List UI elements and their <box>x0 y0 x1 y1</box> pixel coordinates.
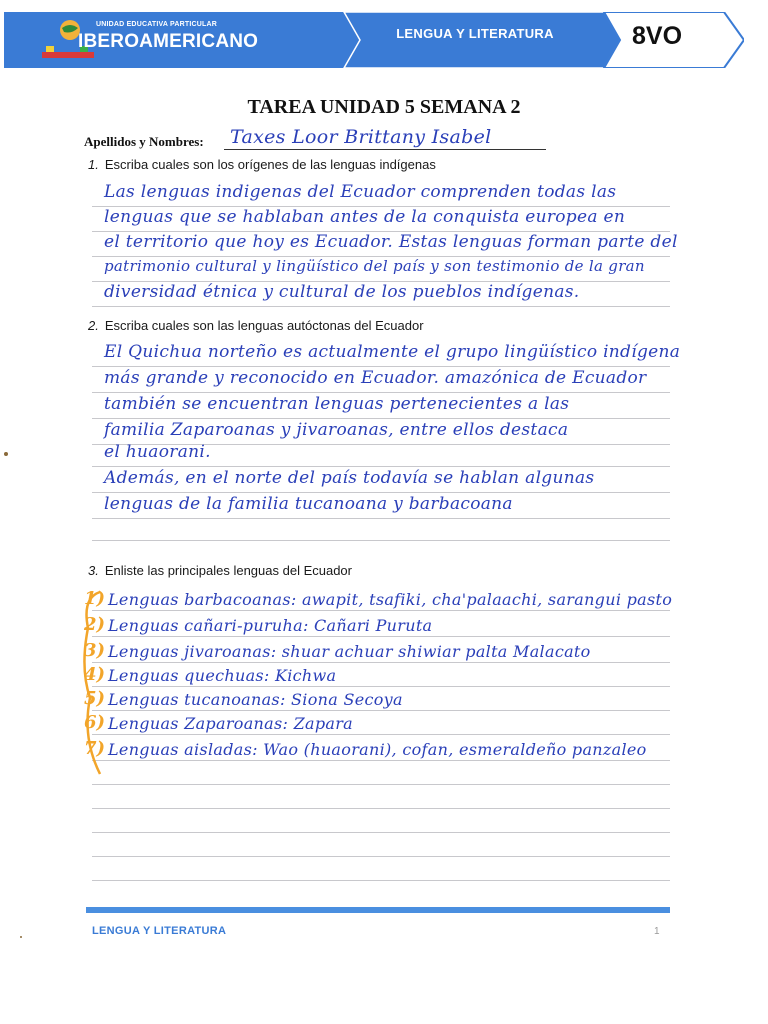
q1-answer-line: diversidad étnica y cultural de los pueblos indígenas. <box>104 282 580 302</box>
answer-rule <box>92 636 670 637</box>
answer-rule <box>92 686 670 687</box>
answer-rule <box>92 662 670 663</box>
page-title: TAREA UNIDAD 5 SEMANA 2 <box>247 96 521 118</box>
q2-answer-line: El Quichua norteño es actualmente el grupo lingüístico indígena <box>104 342 681 362</box>
footer-subject: LENGUA Y LITERATURA <box>92 925 227 937</box>
question-1 <box>88 157 436 172</box>
q2-answer-line: familia Zaparoanas y jivaroanas, entre ellos destaca <box>104 420 569 440</box>
answer-rule <box>92 880 670 881</box>
school-name: IBEROAMERICANO <box>78 31 259 52</box>
student-name-label: Apellidos y Nombres: <box>84 134 204 149</box>
list-item-number: 1) <box>84 588 106 609</box>
q2-answer-line: lenguas de la familia tucanoana y barbacoana <box>104 494 513 514</box>
student-name-value: Taxes Loor Brittany Isabel <box>230 126 492 148</box>
answer-rule <box>92 710 670 711</box>
answer-rule <box>92 418 670 419</box>
list-item-number: 4) <box>84 664 106 685</box>
student-name-underline <box>224 149 546 150</box>
q2-answer-line: también se encuentran lenguas pertenecientes a las <box>104 394 570 414</box>
answer-rule <box>92 492 670 493</box>
answer-rule <box>92 856 670 857</box>
list-item: Lenguas tucanoanas: Siona Secoya <box>108 690 403 709</box>
answer-rule <box>92 518 670 519</box>
question-1-number: 1. <box>88 157 99 172</box>
question-3 <box>88 563 352 578</box>
question-2-text: Escriba cuales son las lenguas autóctonas del Ecuador <box>104 318 424 333</box>
list-item: Lenguas barbacoanas: awapit, tsafiki, cha'palaachi, sarangui pasto <box>108 590 673 609</box>
list-item: Lenguas jivaroanas: shuar achuar shiwiar palta Malacato <box>108 642 591 661</box>
list-item-number: 2) <box>84 614 106 635</box>
q1-answer-line: Las lenguas indigenas del Ecuador comprenden todas las <box>104 182 617 202</box>
answer-rule <box>92 540 670 541</box>
list-item-number: 5) <box>84 688 106 709</box>
scan-speck <box>4 452 8 456</box>
answer-rule <box>92 306 670 307</box>
list-item-number: 7) <box>84 738 106 759</box>
question-3-number: 3. <box>88 563 99 578</box>
q1-answer-line: el territorio que hoy es Ecuador. Estas lenguas forman parte del <box>104 232 678 252</box>
list-item: Lenguas Zaparoanas: Zapara <box>108 714 353 733</box>
scan-speck <box>20 936 22 938</box>
footer-bar <box>86 907 670 913</box>
grade-label: 8VO <box>631 22 683 50</box>
answer-rule <box>92 610 670 611</box>
question-1-text: Escriba cuales son los orígenes de las lenguas indígenas <box>104 157 436 172</box>
list-item: Lenguas aisladas: Wao (huaorani), cofan, esmeraldeño panzaleo <box>108 740 647 759</box>
answer-rule <box>92 760 670 761</box>
page-number: 1 <box>654 926 660 937</box>
answer-rule <box>92 832 670 833</box>
answer-rule <box>92 808 670 809</box>
list-item-number: 6) <box>84 712 106 733</box>
answer-rule <box>92 466 670 467</box>
q1-answer-line: patrimonio cultural y lingüístico del país y son testimonio de la gran <box>104 257 645 275</box>
question-2 <box>88 318 424 333</box>
q2-answer-line: Además, en el norte del país todavía se hablan algunas <box>104 468 595 488</box>
q2-answer-line: el huaorani. <box>104 442 211 462</box>
q1-answer-line: lenguas que se hablaban antes de la conquista europea en <box>104 207 626 227</box>
q2-answer-line: más grande y reconocido en Ecuador. amazónica de Ecuador <box>104 368 647 388</box>
list-item: Lenguas quechuas: Kichwa <box>108 666 337 685</box>
list-item: Lenguas cañari-puruha: Cañari Puruta <box>108 616 433 635</box>
answer-rule <box>92 784 670 785</box>
question-2-number: 2. <box>88 318 99 333</box>
list-item-number: 3) <box>84 640 106 661</box>
answer-rule <box>92 734 670 735</box>
answer-rule <box>92 366 670 367</box>
answer-rule <box>92 392 670 393</box>
subject-label: LENGUA Y LITERATURA <box>396 26 554 41</box>
school-subtitle: UNIDAD EDUCATIVA PARTICULAR <box>96 21 218 28</box>
question-3-text: Enliste las principales lenguas del Ecuador <box>104 563 352 578</box>
